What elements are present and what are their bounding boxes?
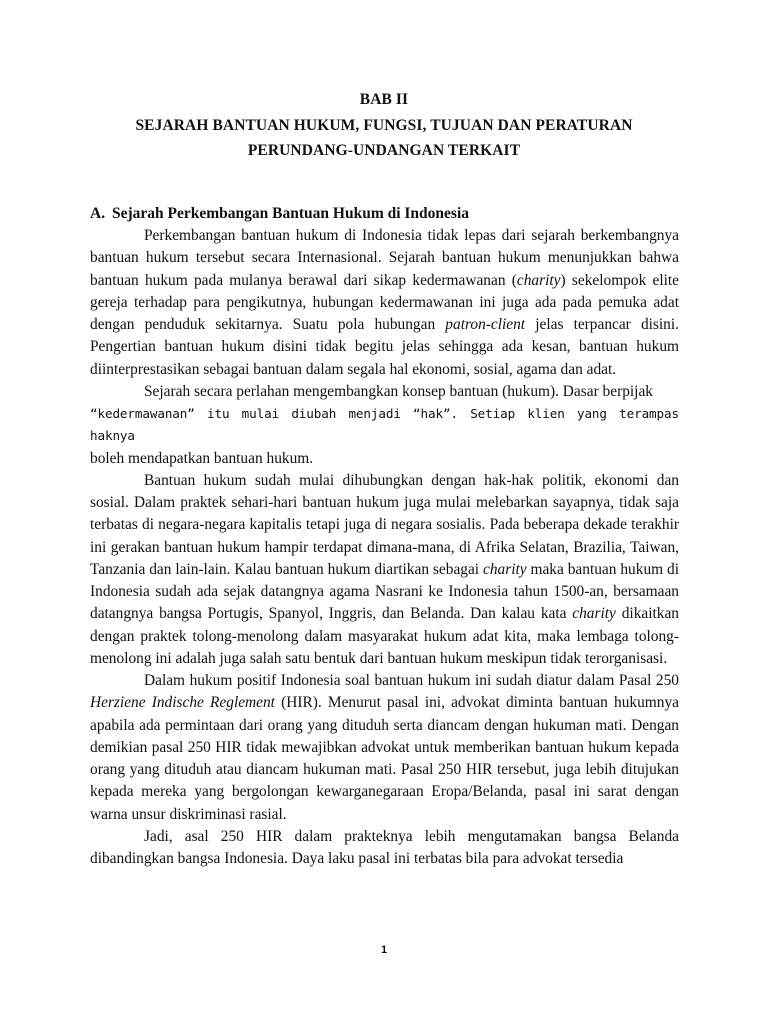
- paragraph-1-part-a: Perkembangan bantuan hukum di Indonesia tidak lepas dari sejarah berkembangnya bantuan hukum tersebut secara Internasional. Sejarah bantuan hukum menunjukkan bahwa bantuan hukum pada mulanya berawal dari sikap kedermawanan (: [90, 227, 679, 289]
- chapter-label: BAB II: [359, 91, 409, 108]
- body-text: [90, 225, 679, 870]
- paragraph-1-part-e: jelas terpancar disini. Pengertian bantuan hukum disini tidak begitu jelas sehingga ada kesan, bantuan hukum diinterprestasikan sebagai bantuan dalam segala hal ekonomi, sosial, agama dan adat.: [90, 316, 679, 378]
- paragraph-5-part-a: Jadi, asal 250 HIR dalam prakteknya lebih mengutamakan bangsa Belanda dibandingkan bangsa Indonesia. Daya laku pasal ini terbatas bila para advokat tersedia: [90, 827, 679, 867]
- paragraph-1-term-patron-client: patron-client: [445, 316, 526, 333]
- page-number: 1: [380, 944, 388, 956]
- section-heading: [90, 203, 469, 225]
- paragraph-2-line-3-wrap: [90, 448, 679, 470]
- paragraph-3: [90, 470, 679, 670]
- paragraph-2-line-2: “kedermawanan” itu mulai diubah menjadi “hak”. Setiap klien yang terampas haknya: [90, 406, 679, 444]
- paragraph-4-part-c: (HIR). Menurut pasal ini, advokat diminta bantuan hukumnya apabila ada permintaan dari orang yang dituduh serta diancam dengan hukuman mati. Dengan demikian pasal 250 HIR tidak mewajibkan advokat untuk memberikan bantuan hukum kepada orang yang dituduh atau diancam hukuman mati. Pasal 250 HIR tersebut, juga lebih ditujukan kepada mereka yang bergolongan kewarganegaraan Eropa/Belanda, pasal ini sarat dengan warna unsur diskriminasi rasial.: [90, 694, 679, 823]
- paragraph-3-term-charity-1: charity: [482, 560, 527, 578]
- section-letter: A.: [90, 205, 106, 222]
- chapter-title-line-1: SEJARAH BANTUAN HUKUM, FUNGSI, TUJUAN DAN PERATURAN: [135, 117, 633, 134]
- paragraph-3-part-a: Bantuan hukum sudah mulai dihubungkan dengan hak-hak politik, ekonomi dan sosial. Dalam praktek sehari-hari bantuan hukum juga mulai melebarkan sayapnya, tidak saja terbatas di negara-negara kapitalis tetapi juga di negara sosialis. Pada beberapa dekade terakhir ini gerakan bantuan hukum hampir terdapat dimana-mana, di Afrika Selatan, Brazilia, Taiwan, Tanzania dan lain-lain. Kalau bantuan hukum diartikan sebagai: [90, 471, 679, 578]
- paragraph-3-part-c: maka bantuan hukum di Indonesia sudah ada sejak datangnya agama Nasrani ke Indonesia tahun 1500-an, bersamaan datangnya bangsa Portugis, Spanyol, Inggris, dan Belanda. Dan kalau kata: [90, 560, 679, 623]
- paragraph-3-part-e: dikaitkan dengan praktek tolong-menolong dalam masyarakat hukum adat kita, maka lembaga tolong-menolong ini adalah juga salah satu bentuk dari bantuan hukum meskipun tidak terorganisasi.: [90, 605, 679, 667]
- paragraph-4: [90, 670, 679, 826]
- paragraph-2-line-3: boleh mendapatkan bantuan hukum.: [90, 449, 314, 467]
- paragraph-2-line-2-wrap: [90, 403, 679, 448]
- paragraph-2-line-1: Sejarah secara perlahan mengembangkan konsep bantuan (hukum). Dasar berpijak: [144, 382, 653, 400]
- chapter-title-line-2: PERUNDANG-UNDANGAN TERKAIT: [247, 142, 521, 159]
- paragraph-2: [90, 381, 679, 403]
- section-title-text: Sejarah Perkembangan Bantuan Hukum di Indonesia: [112, 205, 470, 222]
- paragraph-3-term-charity-2: charity: [572, 605, 616, 623]
- paragraph-4-term-hir: Herziene Indische Reglement: [90, 694, 275, 712]
- paragraph-1-term-charity: charity: [516, 271, 561, 289]
- paragraph-1: [90, 225, 679, 381]
- paragraph-1-part-c: ) sekelompok elite gereja terhadap para pengikutnya, hubungan kedermawanan ini juga ada pada pemuka adat dengan penduduk sekitarnya. Suatu pola hubungan: [90, 271, 680, 333]
- paragraph-5: [90, 826, 679, 871]
- paragraph-4-part-a: Dalam hukum positif Indonesia soal bantuan hukum ini sudah diatur dalam Pasal 250: [144, 672, 679, 689]
